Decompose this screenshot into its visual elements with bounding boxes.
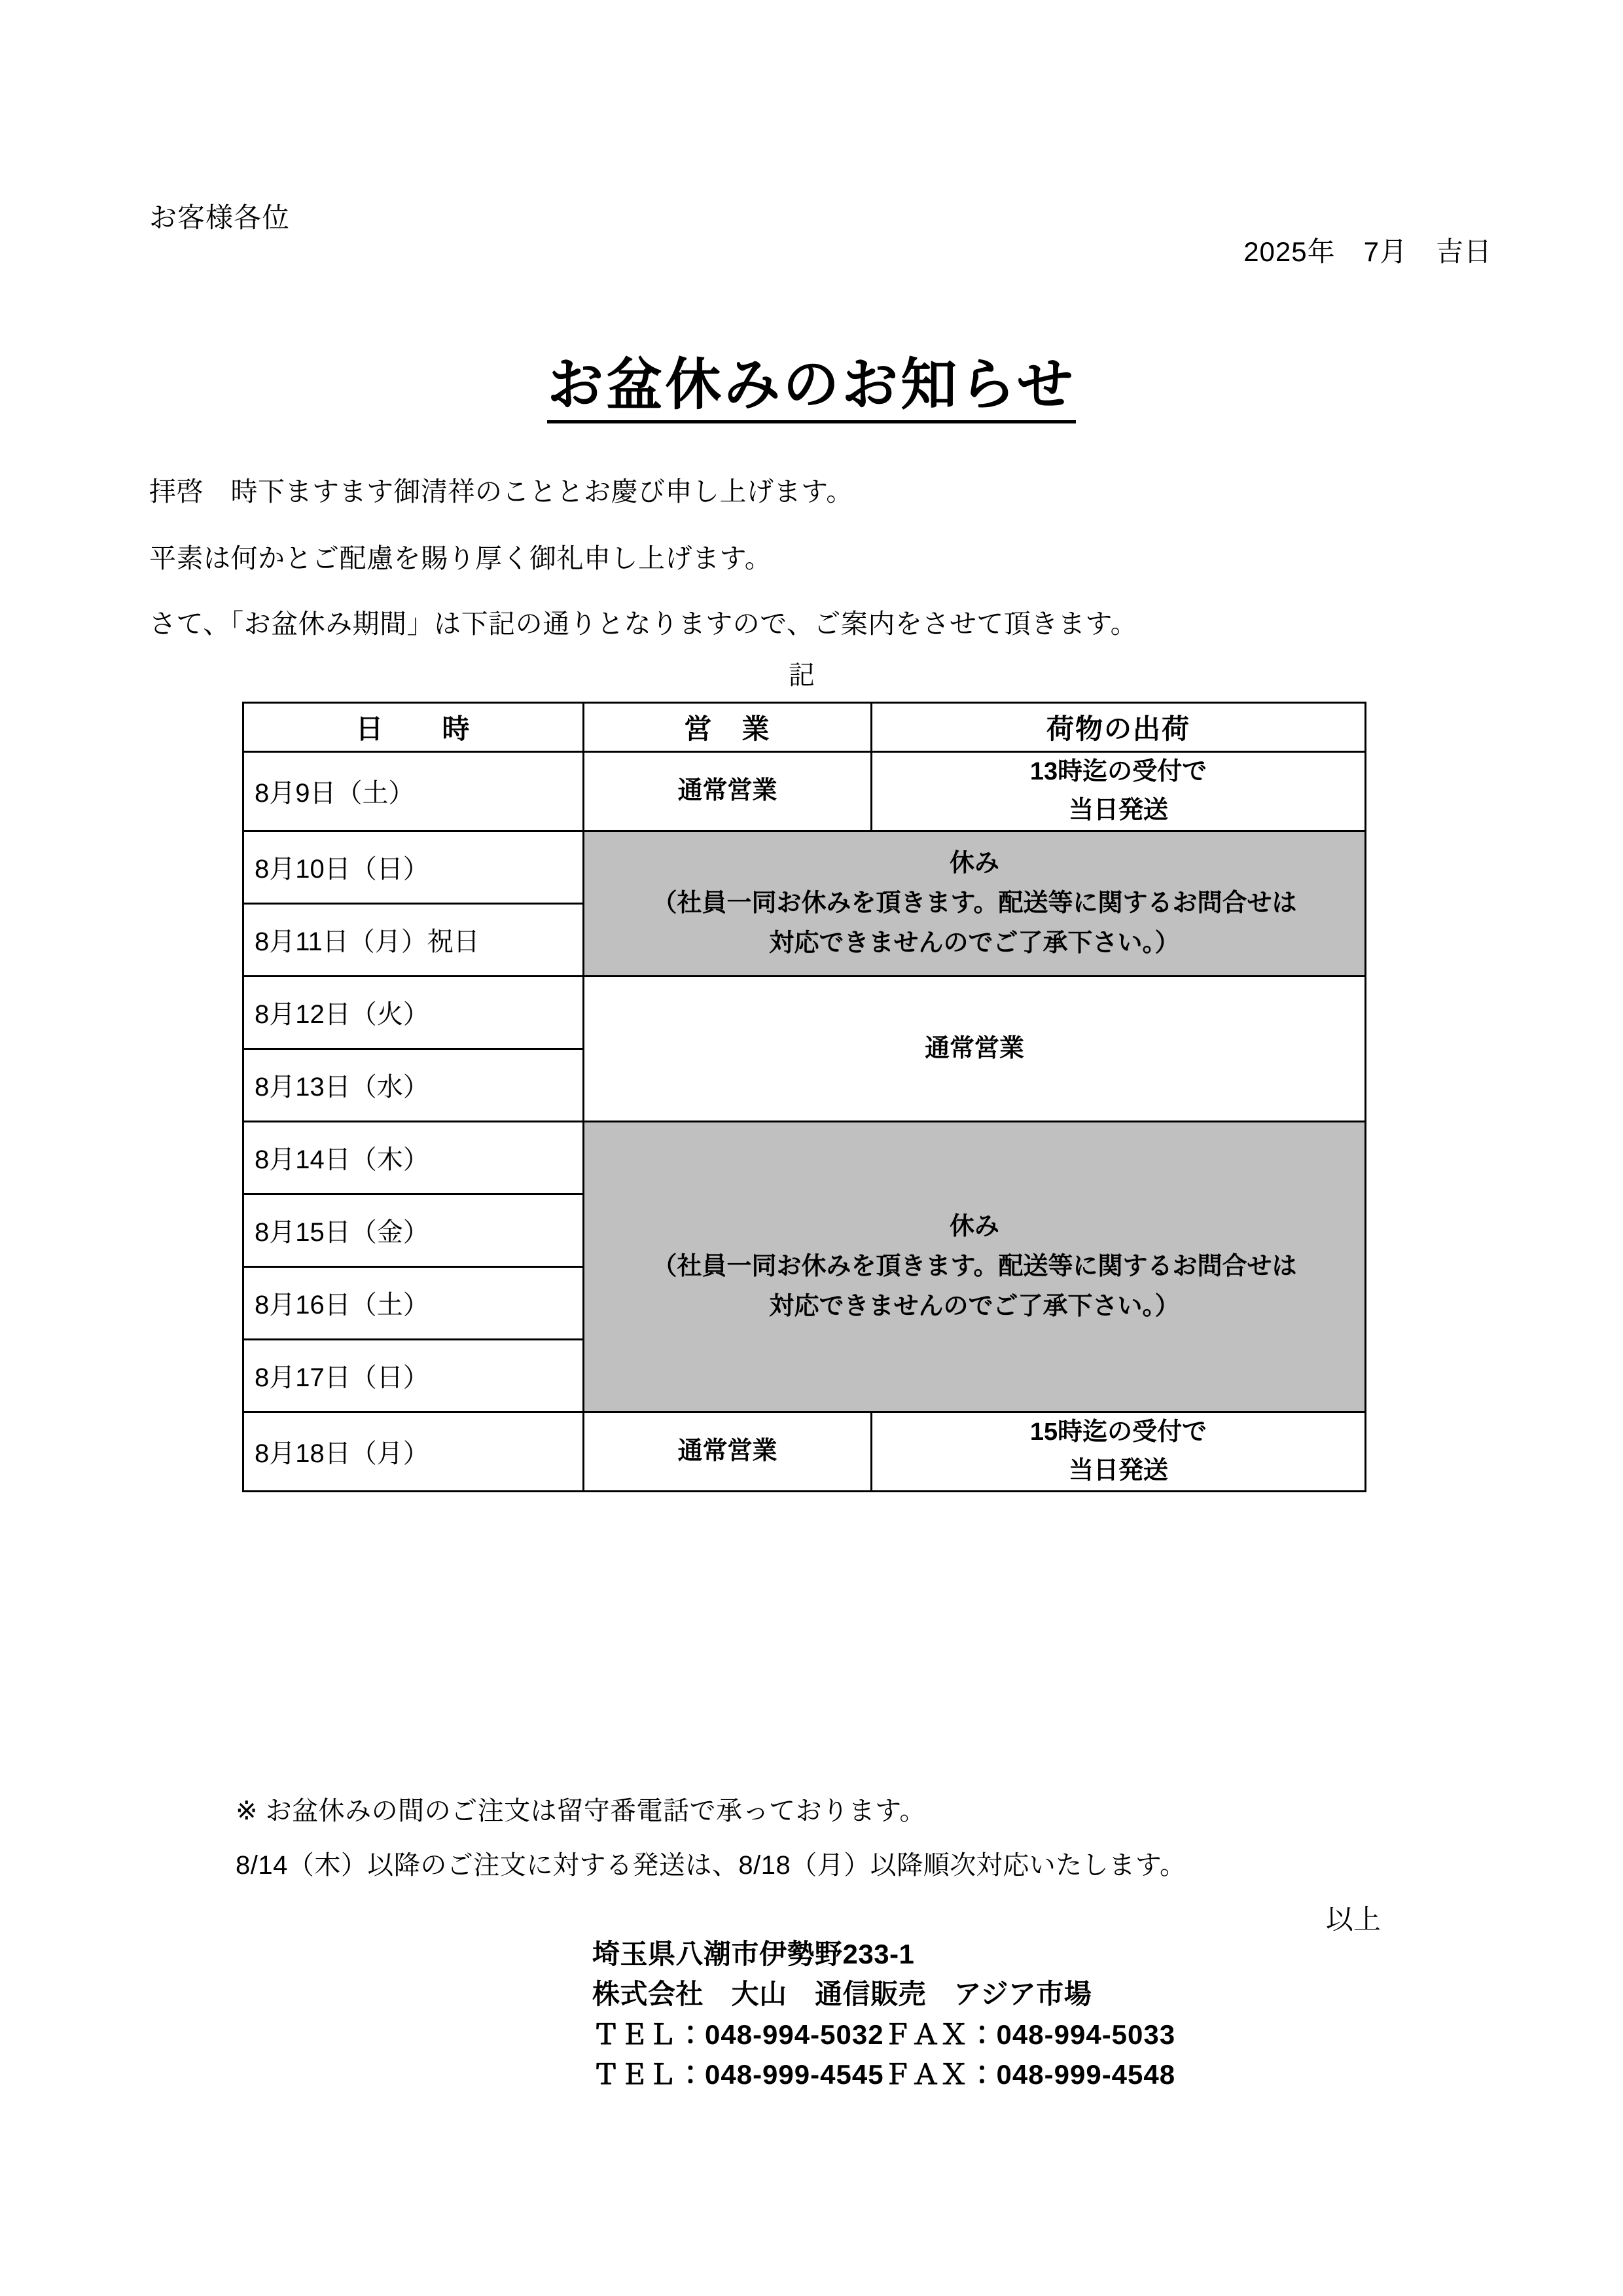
shipping-line-2: 当日発送 bbox=[1068, 1456, 1168, 1484]
date-cell-aug18: 8月18日（月） bbox=[243, 1412, 584, 1491]
table-row bbox=[243, 831, 1366, 903]
table-row bbox=[243, 1121, 1366, 1194]
shipping-cell-aug9 bbox=[872, 752, 1366, 831]
date-cell-aug11: 8月11日（月）祝日 bbox=[243, 903, 584, 976]
shipping-lines-aug18 bbox=[872, 1413, 1364, 1490]
table-row bbox=[243, 1412, 1366, 1491]
company-address: 埼玉県八潮市伊勢野233-1 bbox=[592, 1939, 915, 1969]
column-header-date: 日 時 bbox=[243, 703, 584, 752]
holiday-block-2-content bbox=[584, 1207, 1364, 1326]
column-header-shipping: 荷物の出荷 bbox=[872, 703, 1366, 752]
shipping-cell-aug18 bbox=[872, 1412, 1366, 1491]
page-title-text: お盆休みのお知らせ bbox=[547, 353, 1075, 423]
holiday-note-line-2: 対応できませんのでご了承下さい。） bbox=[769, 929, 1180, 957]
table-row bbox=[243, 976, 1366, 1049]
date-cell-aug15: 8月15日（金） bbox=[243, 1194, 584, 1266]
holiday-title: 休み bbox=[949, 1213, 999, 1241]
body-paragraph-3: さて、「お盆休み期間」は下記の通りとなりますので、ご案内をさせて頂きます。 bbox=[149, 609, 1138, 639]
holiday-note-line-1: （社員一同お休みを頂きます。配送等に関するお問合せは bbox=[652, 889, 1297, 917]
company-contact-block bbox=[592, 1934, 1175, 2094]
date-cell-aug16: 8月16日（土） bbox=[243, 1266, 584, 1339]
holiday-block-2 bbox=[584, 1121, 1366, 1412]
date-cell-aug9: 8月9日（土） bbox=[243, 752, 584, 831]
document-date: 2025年 7月 吉日 bbox=[1243, 236, 1492, 267]
body-paragraph-1: 拝啓 時下ますます御清祥のこととお慶び申し上げます。 bbox=[149, 476, 853, 507]
date-cell-aug13: 8月13日（水） bbox=[243, 1049, 584, 1121]
date-cell-aug12: 8月12日（火） bbox=[243, 976, 584, 1049]
shipping-line-2: 当日発送 bbox=[1068, 796, 1168, 824]
business-cell-aug9: 通常営業 bbox=[584, 752, 872, 831]
shipping-line-1: 13時迄の受付で bbox=[1029, 758, 1207, 785]
column-header-business: 営 業 bbox=[584, 703, 872, 752]
footnote-1: ※ お盆休みの間のご注文は留守番電話で承っております。 bbox=[236, 1797, 926, 1825]
holiday-note-line-1: （社員一同お休みを頂きます。配送等に関するお問合せは bbox=[652, 1252, 1297, 1280]
shipping-line-1: 15時迄の受付で bbox=[1029, 1418, 1207, 1446]
shipping-lines-aug9 bbox=[872, 753, 1364, 830]
table-header-row bbox=[243, 703, 1366, 752]
company-name: 株式会社 大山 通信販売 アジア市場 bbox=[592, 1979, 1092, 2010]
table-row bbox=[243, 752, 1366, 831]
addressee-label: お客様各位 bbox=[149, 202, 291, 233]
footnote-2: 8/14（木）以降のご注文に対する発送は、8/18（月）以降順次対応いたします。 bbox=[236, 1851, 1186, 1880]
holiday-block-1 bbox=[584, 831, 1366, 976]
ki-marker: 記 bbox=[789, 661, 815, 690]
holiday-note-line-2: 対応できませんのでご了承下さい。） bbox=[769, 1292, 1180, 1320]
business-cell-aug18: 通常営業 bbox=[584, 1412, 872, 1491]
company-contact-line-2: ＴＥＬ：048-999-4545ＦＡＸ：048-999-4548 bbox=[592, 2058, 1176, 2090]
holiday-block-1-content bbox=[584, 844, 1364, 963]
holiday-schedule-table bbox=[242, 702, 1366, 1492]
date-cell-aug14: 8月14日（木） bbox=[243, 1121, 584, 1194]
normal-business-block: 通常営業 bbox=[584, 976, 1366, 1121]
closing-marker: 以上 bbox=[1325, 1904, 1381, 1935]
company-contact-line-1: ＴＥＬ：048-994-5032ＦＡＸ：048-994-5033 bbox=[592, 2018, 1176, 2050]
page-title bbox=[0, 339, 1623, 420]
date-cell-aug10: 8月10日（日） bbox=[243, 831, 584, 903]
body-paragraph-2: 平素は何かとご配慮を賜り厚く御礼申し上げます。 bbox=[149, 543, 772, 573]
date-cell-aug17: 8月17日（日） bbox=[243, 1339, 584, 1412]
holiday-title: 休み bbox=[949, 850, 999, 878]
